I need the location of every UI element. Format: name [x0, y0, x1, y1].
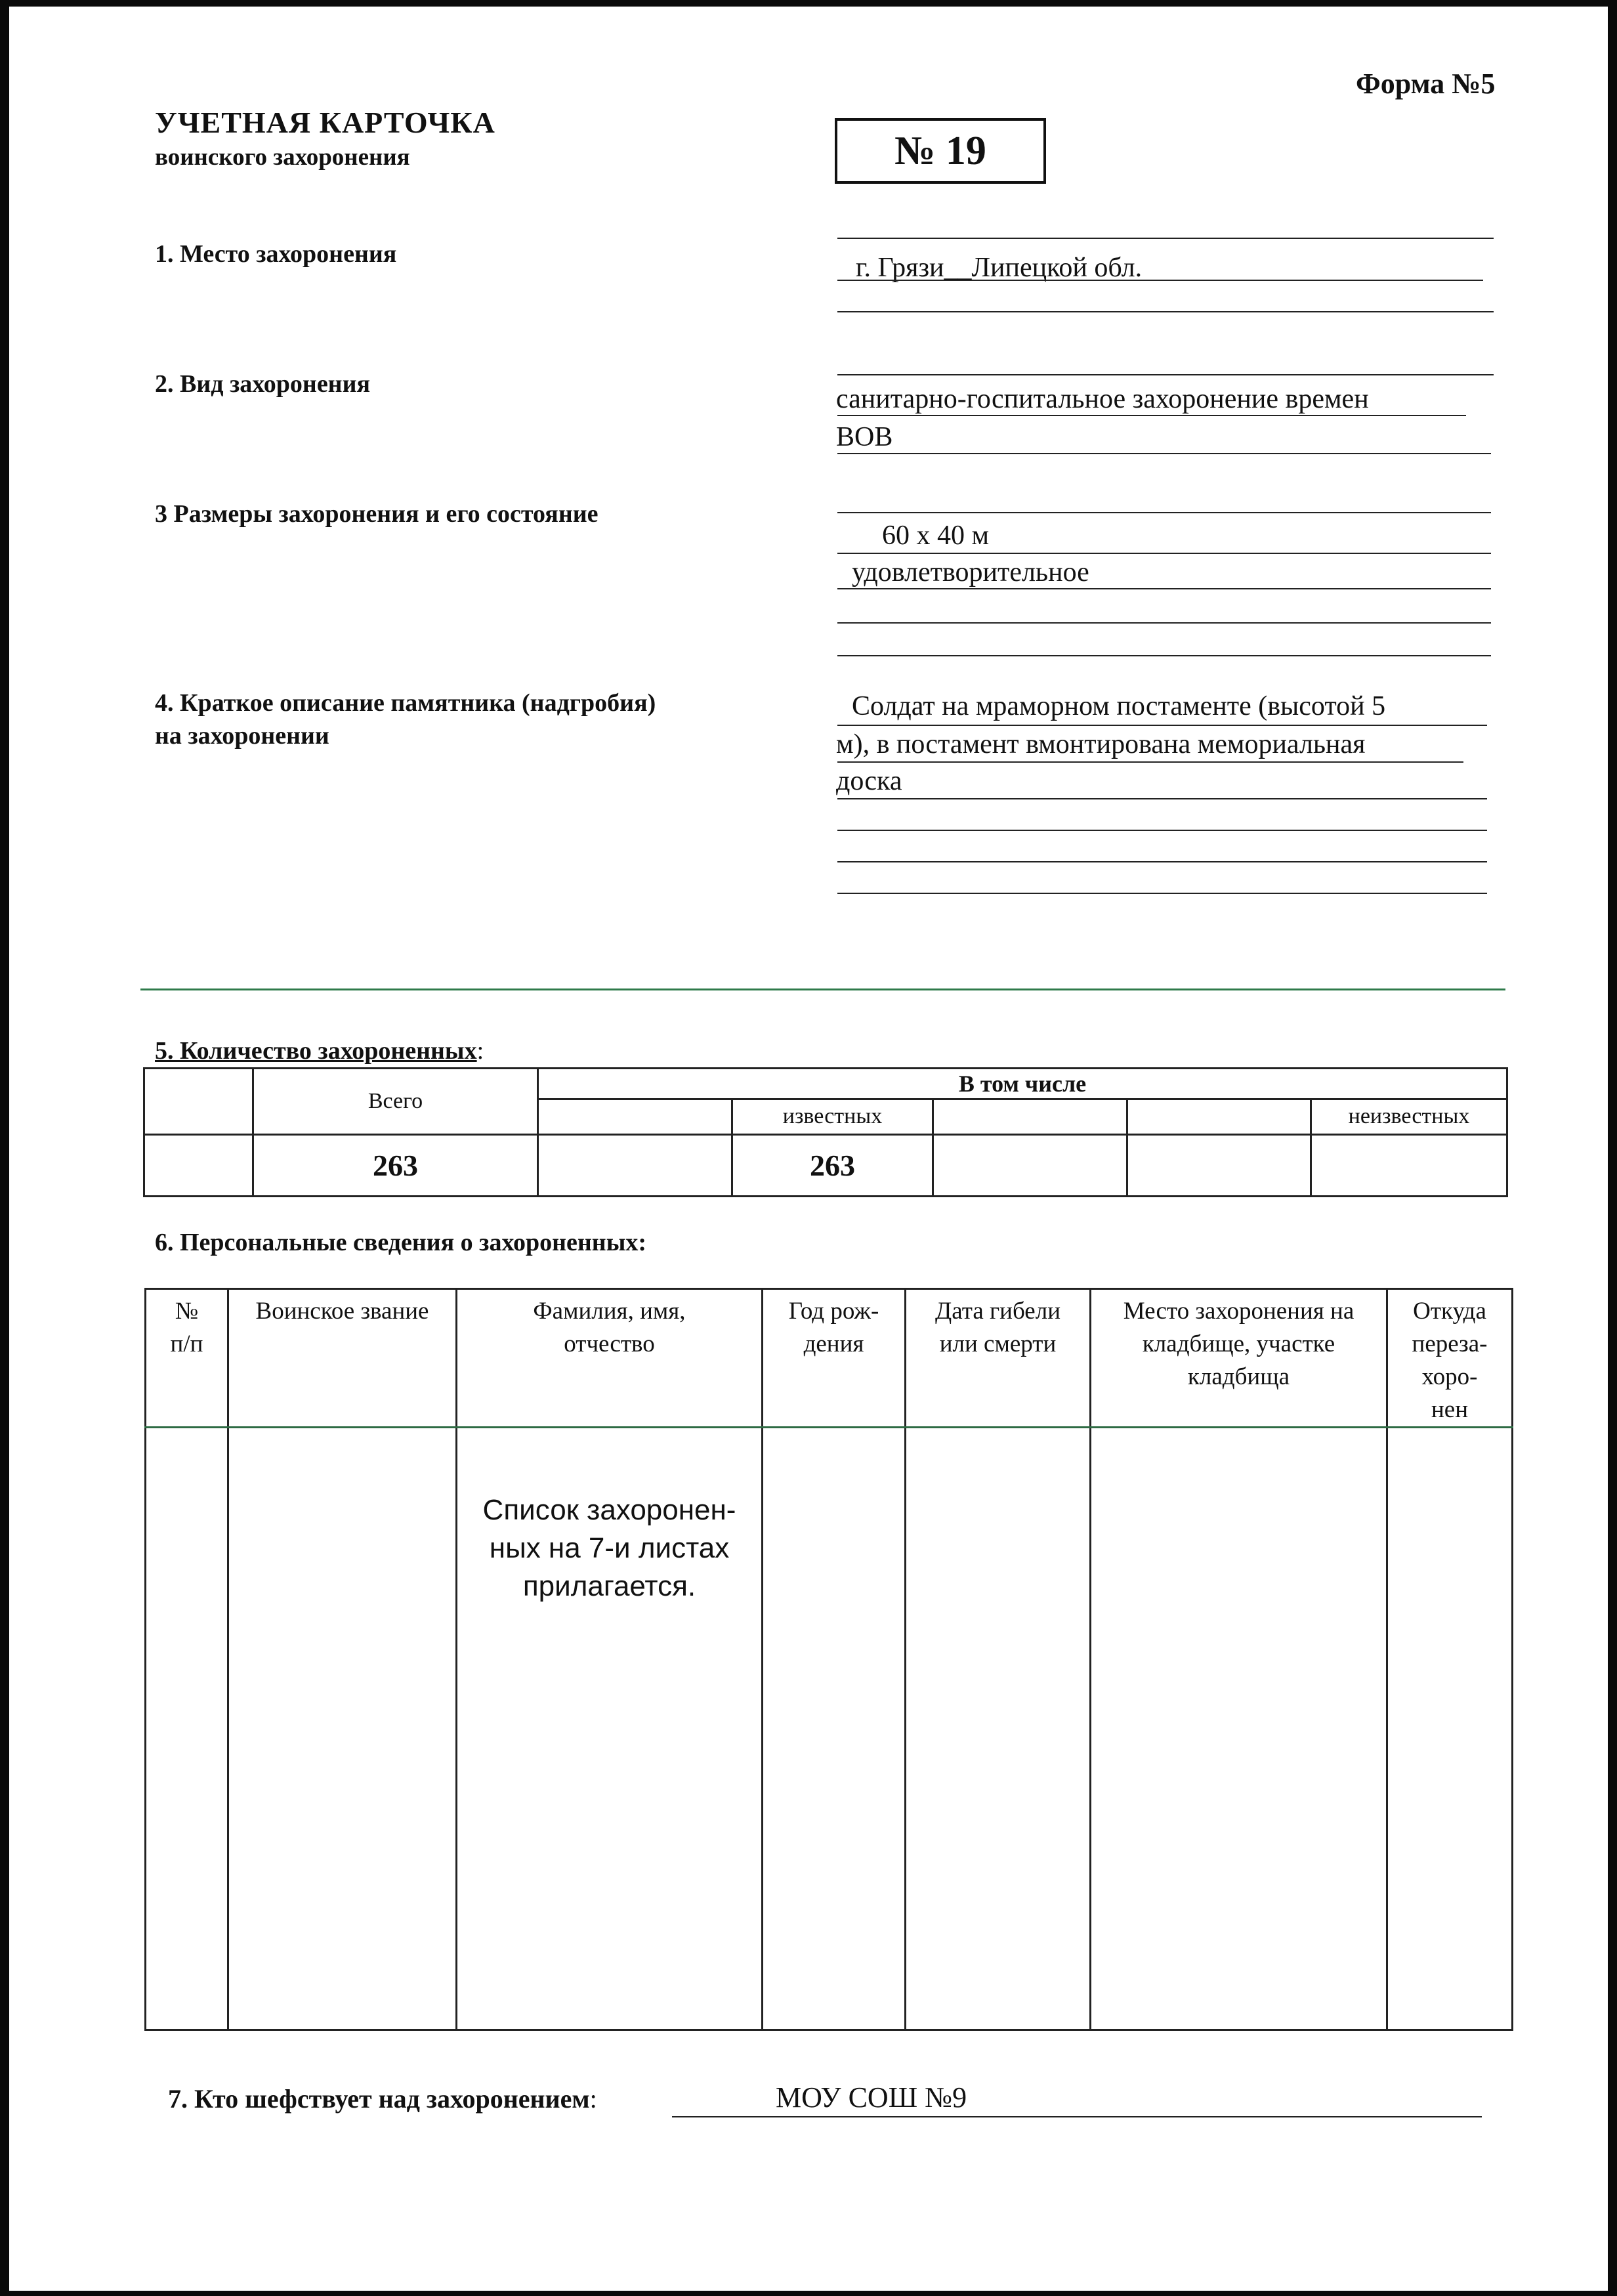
known-value: 263: [732, 1134, 933, 1196]
rule: [837, 311, 1494, 312]
section-1-label: 1. Место захоронения: [155, 240, 397, 268]
column-header-rank: Воинское звание: [228, 1289, 457, 1428]
rule: [837, 655, 1491, 656]
empty-cell: [1091, 1428, 1387, 2030]
list-attached-note: Список захоронен- ных на 7-и листах прилагается.: [482, 1494, 736, 1602]
total-header: Всего: [253, 1069, 538, 1135]
list-note-cell: [457, 1428, 763, 2030]
section-5-title: 5. Количество захороненных:: [155, 1037, 484, 1065]
column-header-reburied-from: Откуда переза- хоро- нен: [1387, 1289, 1513, 1428]
burial-place-value: г. Грязи__Липецкой обл.: [856, 253, 1143, 283]
burial-type-line-2: ВОВ: [836, 422, 893, 452]
empty-cell: [538, 1099, 732, 1134]
personal-data-table: [144, 1288, 1513, 2031]
burial-type-line-1: санитарно-госпитальное захоронение времен: [836, 384, 1369, 414]
rule: [672, 2116, 1482, 2117]
section-3-label: 3 Размеры захоронения и его состояние: [155, 500, 598, 528]
empty-cell: [228, 1428, 457, 2030]
including-header: В том числе: [538, 1069, 1507, 1099]
rule: [837, 588, 1491, 589]
column-header-birth-year: Год рож- дения: [763, 1289, 906, 1428]
empty-cell: [146, 1428, 228, 2030]
rule: [837, 761, 1463, 763]
column-header-full-name: Фамилия, имя, отчество: [457, 1289, 763, 1428]
rule: [837, 830, 1487, 831]
monument-description-line-1: Солдат на мраморном постаменте (высотой 5: [852, 691, 1386, 721]
card-subtitle: воинского захоронения: [155, 144, 410, 171]
rule: [837, 512, 1491, 513]
rule: [837, 280, 1483, 281]
rule: [837, 238, 1494, 239]
rule: [837, 798, 1487, 799]
record-card-page: [9, 7, 1608, 2291]
empty-cell: [1311, 1134, 1507, 1196]
section-7-label: 7. Кто шефствует над захоронением:: [168, 2084, 597, 2114]
empty-cell: [1127, 1099, 1311, 1134]
rule: [837, 374, 1494, 375]
card-number-box: [835, 118, 1046, 184]
section-4-label-line-2: на захоронении: [155, 722, 329, 750]
empty-cell: [933, 1134, 1127, 1196]
known-header: известных: [732, 1099, 933, 1134]
rule: [837, 893, 1487, 894]
empty-cell: [906, 1428, 1091, 2030]
column-header-number: № п/п: [146, 1289, 228, 1428]
monument-description-line-3: доска: [836, 766, 902, 796]
empty-cell: [144, 1134, 253, 1196]
empty-cell: [933, 1099, 1127, 1134]
section-4-label-line-1: 4. Краткое описание памятника (надгробия): [155, 689, 656, 717]
empty-cell: [1387, 1428, 1513, 2030]
empty-cell: [1127, 1134, 1311, 1196]
rule: [837, 415, 1466, 416]
rule: [837, 622, 1491, 624]
total-value: 263: [253, 1134, 538, 1196]
monument-description-line-2: м), в постамент вмонтирована мемориальная: [836, 729, 1366, 759]
empty-cell: [763, 1428, 906, 2030]
patron-value: МОУ СОШ №9: [776, 2081, 967, 2114]
section-6-title: 6. Персональные сведения о захороненных:: [155, 1229, 647, 1256]
burial-count-table: [143, 1067, 1508, 1197]
burial-state-value: удовлетворительное: [852, 557, 1089, 587]
rule: [837, 453, 1491, 454]
section-2-label: 2. Вид захоронения: [155, 370, 371, 398]
card-number: № 19: [894, 128, 986, 173]
section-divider: [140, 989, 1505, 990]
empty-cell: [144, 1069, 253, 1135]
form-number-label: Форма №5: [1356, 68, 1496, 100]
column-header-burial-location: Место захоронения на кладбище, участке кладбища: [1091, 1289, 1387, 1428]
column-header-death-date: Дата гибели или смерти: [906, 1289, 1091, 1428]
rule: [837, 861, 1487, 862]
card-title: УЧЕТНАЯ КАРТОЧКА: [155, 106, 495, 139]
burial-size-value: 60 х 40 м: [882, 521, 990, 551]
empty-cell: [538, 1134, 732, 1196]
unknown-header: неизвестных: [1311, 1099, 1507, 1134]
